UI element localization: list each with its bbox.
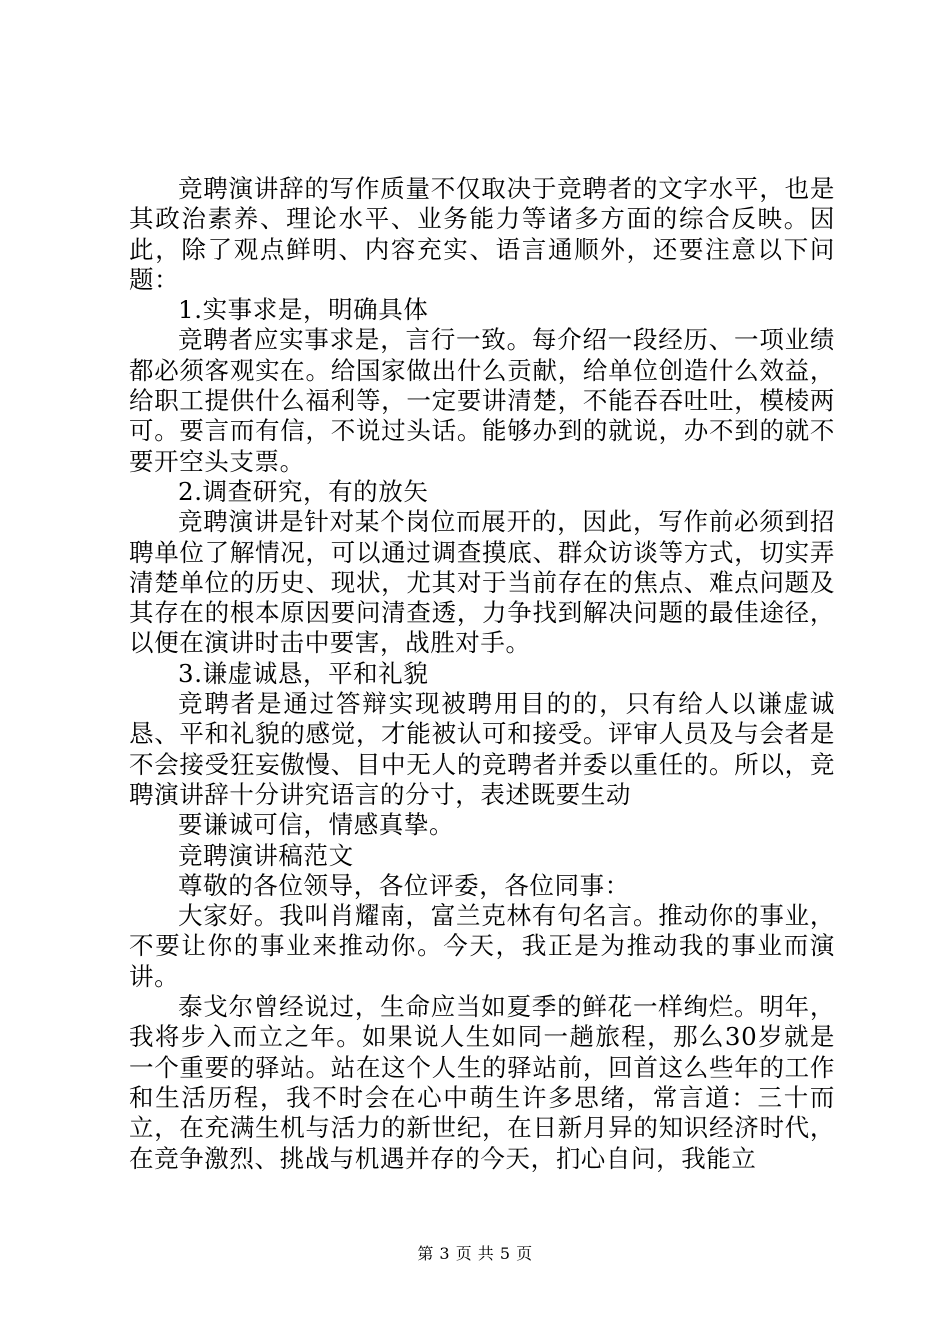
paragraph: 竞聘者是通过答辩实现被聘用目的的，只有给人以谦虚诚恳、平和礼貌的感觉，才能被认可和接受。评审人员及与会者是不会接受狂妄傲慢、目中无人的竞聘者并委以重任的。所以，竞聘演讲辞十分讲究语言的分寸，表述既要生动 [129,689,835,809]
salutation: 尊敬的各位领导，各位评委，各位同事： [178,870,630,900]
section-heading: 2.调查研究，有的放矢 [178,476,429,506]
paragraph: 泰戈尔曾经说过，生命应当如夏季的鲜花一样绚烂。明年，我将步入而立之年。如果说人生如同一趟旅程，那么30岁就是一个重要的驿站。站在这个人生的驿站前，回首这么些年的工作和生活历程，我不时会在心中萌生许多思绪，常言道：三十而立，在充满生机与活力的新世纪，在日新月异的知识经济时代，在竞争激烈、挑战与机遇并存的今天，扪心自问，我能立 [129,992,835,1173]
section-heading: 1.实事求是，明确具体 [178,295,429,325]
paragraph: 大家好。我叫肖耀南，富兰克林有句名言。推动你的事业，不要让你的事业来推动你。今天，我正是为推动我的事业而演讲。 [129,901,835,991]
paragraph: 竞聘演讲辞的写作质量不仅取决于竞聘者的文字水平，也是其政治素养、理论水平、业务能力等诸多方面的综合反映。因此，除了观点鲜明、内容充实、语言通顺外，还要注意以下问题： [129,174,835,294]
document-body [129,174,835,1174]
section-heading: 3.谦虚诚恳，平和礼貌 [178,658,429,688]
paragraph: 要谦诚可信，情感真挚。 [178,810,455,840]
page-footer: 第 3 页 共 5 页 [417,1244,533,1263]
paragraph: 竞聘演讲是针对某个岗位而展开的，因此，写作前必须到招聘单位了解情况，可以通过调查摸底、群众访谈等方式，切实弄清楚单位的历史、现状，尤其对于当前存在的焦点、难点问题及其存在的根本原因要问清查透，力争找到解决问题的最佳途径，以便在演讲时击中要害，战胜对手。 [129,507,835,658]
paragraph: 竞聘者应实事求是，言行一致。每介绍一段经历、一项业绩都必须客观实在。给国家做出什么贡献，给单位创造什么效益，给职工提供什么福利等，一定要讲清楚，不能吞吞吐吐，模棱两可。要言而有信，不说过头话。能够办到的就说，办不到的就不要开空头支票。 [129,325,835,476]
section-title: 竞聘演讲稿范文 [178,840,354,870]
